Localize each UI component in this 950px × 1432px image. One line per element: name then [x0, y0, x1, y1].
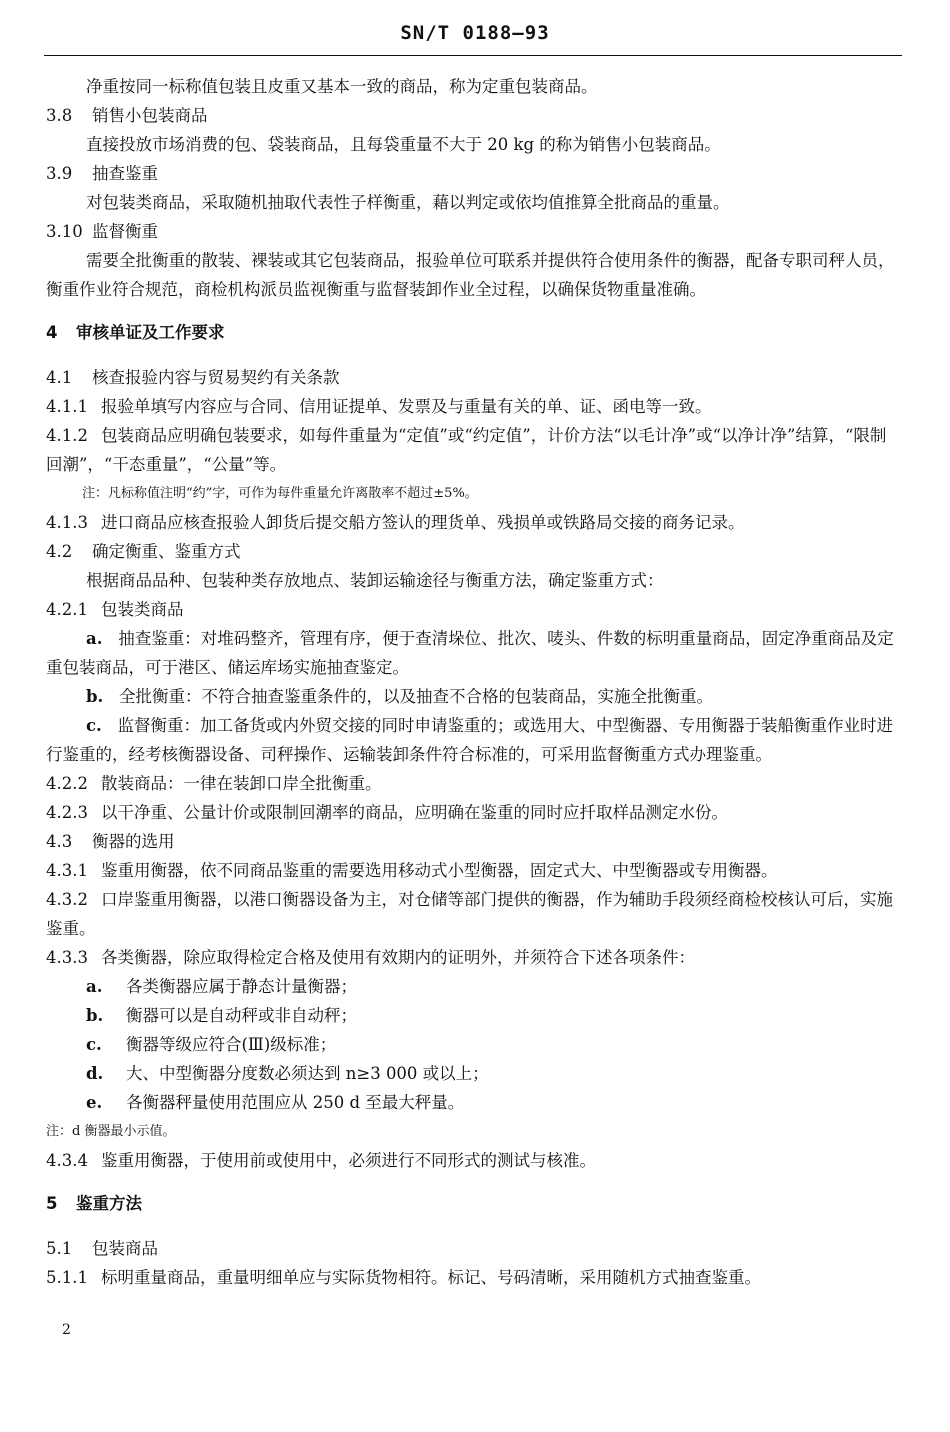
list-item-a: a. 各类衡器应属于静态计量衡器； [86, 977, 357, 996]
clause-5-1-1: 5.1.1 标明重量商品，重量明细单应与实际货物相符。标记、号码清晰，采用随机方式抽查鉴重。 [46, 1268, 761, 1287]
note-1: 注：凡标称值注明“约”字，可作为每件重量允许离散率不超过±5%。 [82, 486, 478, 501]
clause-4-3-3: 4.3.3 各类衡器，除应取得检定合格及使用有效期内的证明外，并须符合下述各项条件： [46, 948, 695, 967]
document-body [46, 72, 898, 1292]
clause-4-2-heading: 4.2 确定衡重、鉴重方式 [46, 542, 241, 561]
clause-3-8-heading: 3.8 销售小包装商品 [46, 106, 208, 125]
list-item-a: a. 抽查鉴重：对堆码整齐，管理有序，便于查清垛位、批次、唛头、件数的标明重量商品，固定净重商品及定重包装商品，可于港区、储运库场实施抽查鉴定。 [46, 629, 894, 677]
clause-4-2-text: 根据商品品种、包装种类存放地点、装卸运输途径与衡重方法，确定鉴重方式： [86, 571, 664, 590]
clause-4-1-heading: 4.1 核查报验内容与贸易契约有关条款 [46, 368, 340, 387]
list-item-b: b. 全批衡重：不符合抽查鉴重条件的，以及抽查不合格的包装商品，实施全批衡重。 [86, 687, 714, 706]
clause-4-3-4: 4.3.4 鉴重用衡器，于使用前或使用中，必须进行不同形式的测试与核准。 [46, 1151, 596, 1170]
note-2: 注：d 衡器最小示值。 [46, 1124, 176, 1139]
clause-4-1-3: 4.1.3 进口商品应核查报验人卸货后提交船方签认的理货单、残损单或铁路局交接的商务记录。 [46, 513, 745, 532]
clause-3-10-text: 需要全批衡重的散装、裸装或其它包装商品，报验单位可联系并提供符合使用条件的衡器，配备专职司秤人员，衡重作业符合规范，商检机构派员监视衡重与监督装卸作业全过程，以确保货物重量准确。 [46, 251, 895, 299]
list-item-c: c. 衡器等级应符合(Ⅲ)级标准； [86, 1035, 337, 1054]
clause-5-1-heading: 5.1 包装商品 [46, 1239, 158, 1258]
clause-3-9-text: 对包装类商品，采取随机抽取代表性子样衡重，藉以判定或依均值推算全批商品的重量。 [86, 193, 730, 212]
section-4-heading: 4 审核单证及工作要求 [46, 323, 225, 342]
header-divider [44, 55, 902, 56]
page-number: 2 [62, 1322, 71, 1338]
clause-4-2-3: 4.2.3 以干净重、公量计价或限制回潮率的商品，应明确在鉴重的同时应扦取样品测定水份。 [46, 803, 728, 822]
clause-4-1-1: 4.1.1 报验单填写内容应与合同、信用证提单、发票及与重量有关的单、证、函电等一致。 [46, 397, 712, 416]
clause-4-3-2: 4.3.2 口岸鉴重用衡器，以港口衡器设备为主，对仓储等部门提供的衡器，作为辅助手段须经商检校核认可后，实施鉴重。 [46, 890, 893, 938]
document-code-header: SN/T 0188—93 [400, 22, 550, 44]
clause-4-1-2: 4.1.2 包装商品应明确包装要求，如每件重量为“定值”或“约定值”，计价方法“以毛计净”或“以净计净”结算，“限制回潮”，“干态重量”，“公量”等。 [46, 426, 887, 474]
clause-3-8-text: 直接投放市场消费的包、袋装商品，且每袋重量不大于 20 kg 的称为销售小包装商品。 [86, 135, 721, 154]
clause-4-2-2: 4.2.2 散装商品：一律在装卸口岸全批衡重。 [46, 774, 382, 793]
clause-4-3-heading: 4.3 衡器的选用 [46, 832, 175, 851]
list-item-b: b. 衡器可以是自动秤或非自动秤； [86, 1006, 357, 1025]
paragraph: 净重按同一标称值包装且皮重又基本一致的商品，称为定重包装商品。 [86, 77, 598, 96]
list-item-e: e. 各衡器秤量使用范围应从 250 d 至最大秤量。 [86, 1093, 465, 1112]
clause-3-9-heading: 3.9 抽查鉴重 [46, 164, 158, 183]
section-5-heading: 5 鉴重方法 [46, 1194, 142, 1213]
clause-4-2-1-heading: 4.2.1 包装类商品 [46, 600, 184, 619]
list-item-c: c. 监督衡重：加工备货或内外贸交接的同时申请鉴重的；或选用大、中型衡器、专用衡器于装船衡重作业时进行鉴重的，经考核衡器设备、司秤操作、运输装卸条件符合标准的，可采用监督衡重方式办理鉴重。 [46, 716, 894, 764]
clause-3-10-heading: 3.10 监督衡重 [46, 222, 158, 241]
clause-4-3-1: 4.3.1 鉴重用衡器，依不同商品鉴重的需要选用移动式小型衡器，固定式大、中型衡器或专用衡器。 [46, 861, 778, 880]
list-item-d: d. 大、中型衡器分度数必须达到 n≥3 000 或以上； [86, 1064, 489, 1083]
